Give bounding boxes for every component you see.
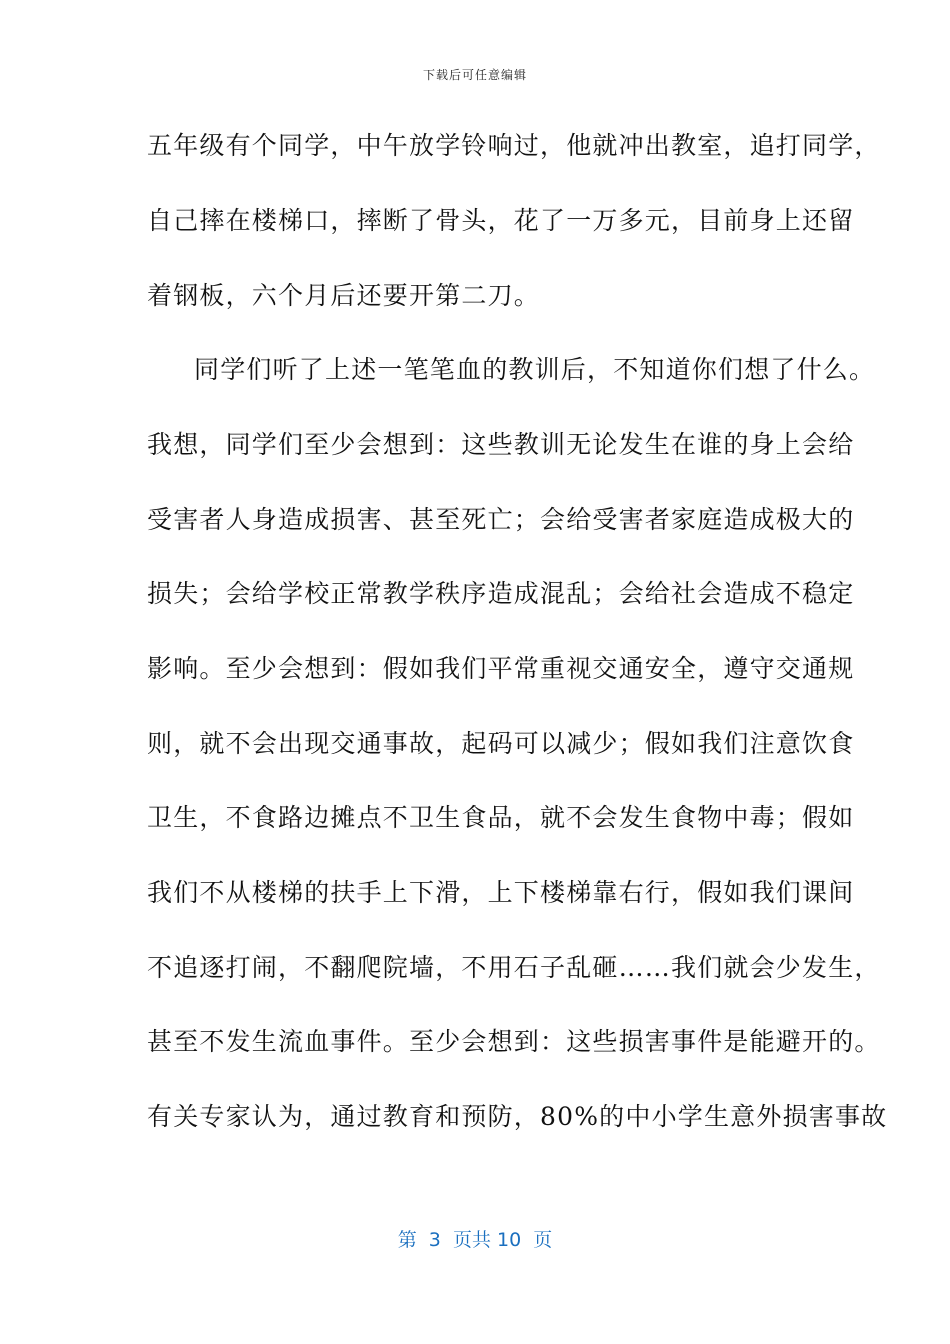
page-number-footer: 第 3 页共 10 页 xyxy=(397,1229,553,1251)
body-line: 甚至不发生流血事件。至少会想到：这些损害事件是能避开的。 xyxy=(147,1027,881,1056)
body-line: 卫生，不食路边摊点不卫生食品，就不会发生食物中毒；假如 xyxy=(147,803,855,832)
body-line: 不追逐打闹，不翻爬院墙，不用石子乱砸……我们就会少发生， xyxy=(147,953,881,982)
paragraph-first-line: 同学们听了上述一笔笔血的教训后，不知道你们想了什么。 xyxy=(194,355,876,384)
body-line: 有关专家认为，通过教育和预防，80%的中小学生意外损害事故 xyxy=(147,1102,888,1131)
body-line: 则，就不会出现交通事故，起码可以减少；假如我们注意饮食 xyxy=(147,729,855,758)
body-line: 着钢板，六个月后还要开第二刀。 xyxy=(147,281,541,310)
body-line: 影响。至少会想到：假如我们平常重视交通安全，遵守交通规 xyxy=(147,654,855,683)
body-line: 五年级有个同学，中午放学铃响过，他就冲出教室，追打同学， xyxy=(147,131,881,160)
body-line: 我们不从楼梯的扶手上下滑，上下楼梯靠右行，假如我们课间 xyxy=(147,878,855,907)
header-note: 下载后可任意编辑 xyxy=(422,68,527,82)
body-line: 损失；会给学校正常教学秩序造成混乱；会给社会造成不稳定 xyxy=(147,579,855,608)
body-line: 我想，同学们至少会想到：这些教训无论发生在谁的身上会给 xyxy=(147,430,855,459)
body-line: 自己摔在楼梯口，摔断了骨头，花了一万多元，目前身上还留 xyxy=(147,206,855,235)
body-line: 受害者人身造成损害、甚至死亡；会给受害者家庭造成极大的 xyxy=(147,505,855,534)
